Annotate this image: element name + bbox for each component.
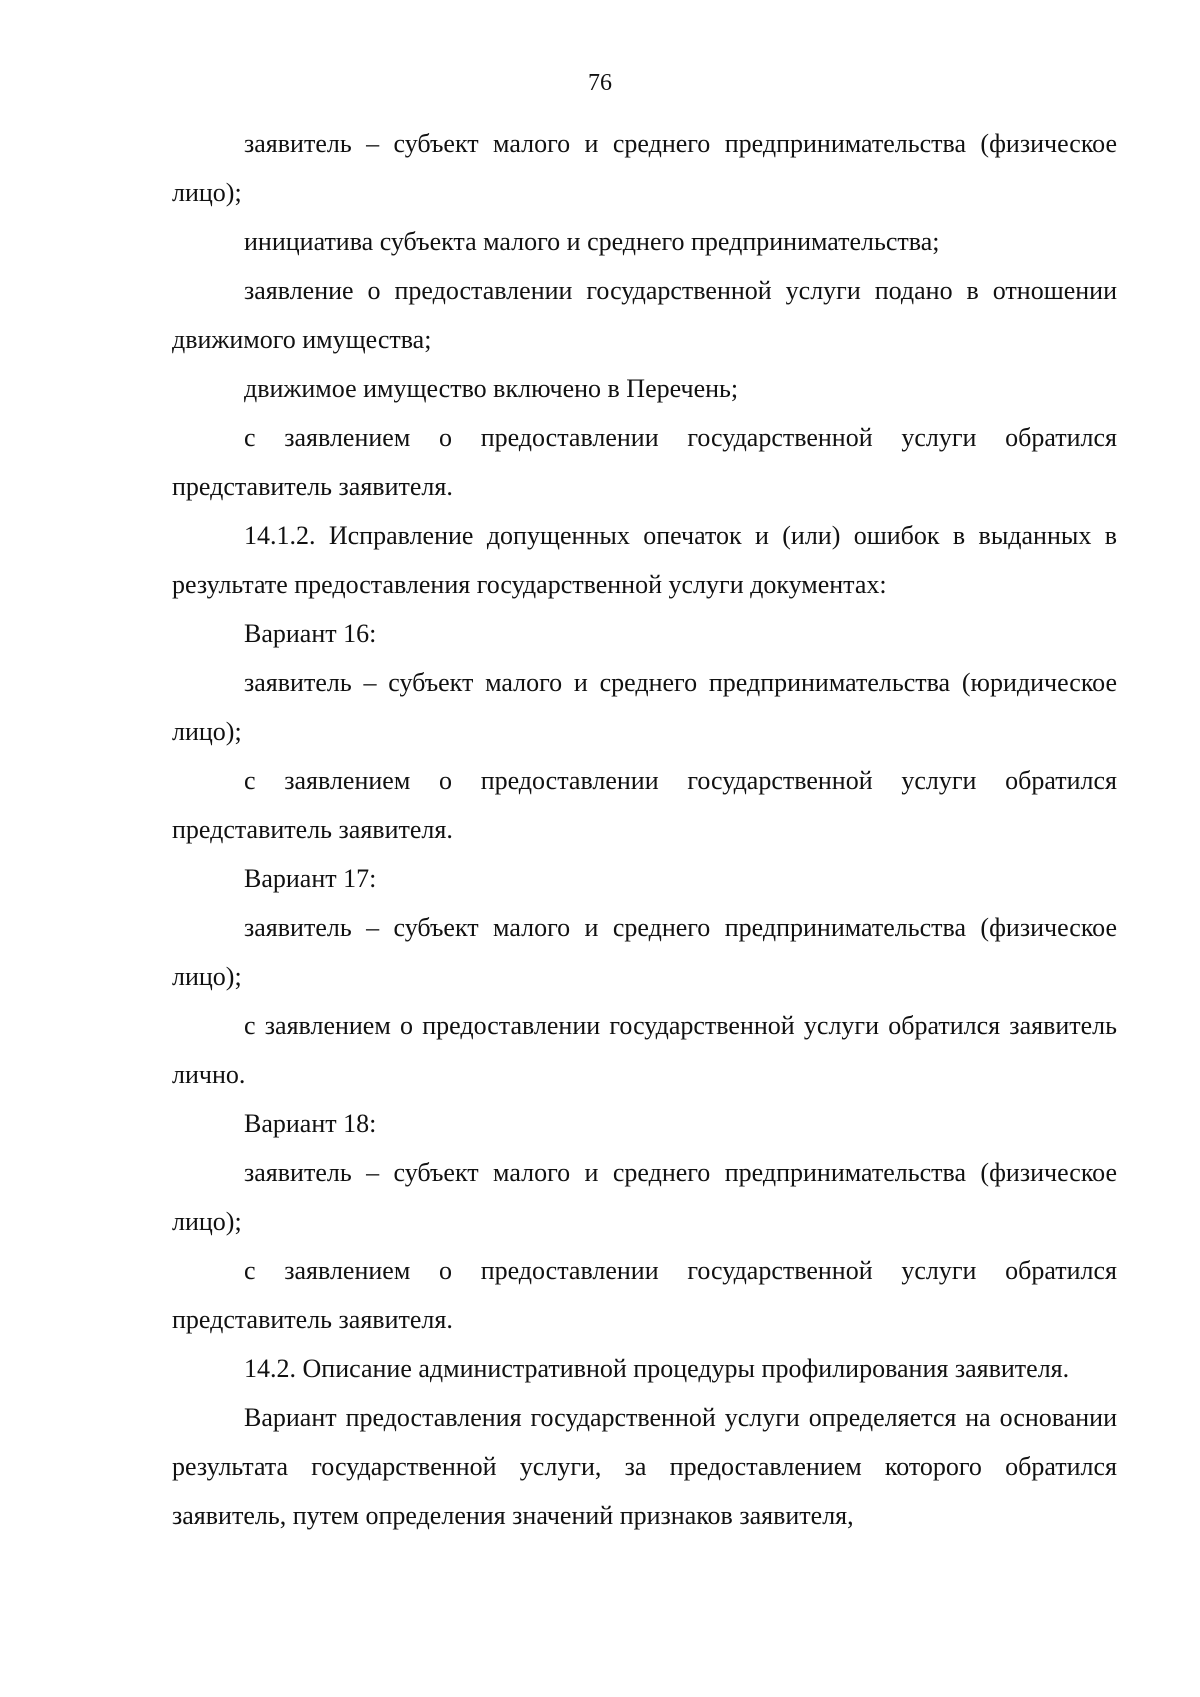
paragraph: движимое имущество включено в Перечень; [244, 374, 739, 403]
page-number: 76 [588, 70, 612, 96]
paragraph: Вариант предоставления государственной услуги определяется на основании результата государственной услуги, за предоставлением которого обратился заявитель, путем определения значений признаков заявителя, [172, 1403, 1117, 1530]
variant-heading-18: Вариант 18: [244, 1109, 377, 1138]
section-heading-14-2: 14.2. Описание административной процедуры профилирования заявителя. [244, 1354, 1070, 1383]
paragraph: заявитель – субъект малого и среднего предпринимательства (физическое лицо); [172, 1158, 1117, 1236]
paragraph: заявитель – субъект малого и среднего предпринимательства (физическое лицо); [172, 913, 1117, 991]
paragraph: инициатива субъекта малого и среднего предпринимательства; [244, 227, 940, 256]
variant-heading-16: Вариант 16: [244, 619, 377, 648]
paragraph: с заявлением о предоставлении государственной услуги обратился заявитель лично. [172, 1011, 1117, 1089]
paragraph: с заявлением о предоставлении государственной услуги обратился представитель заявителя. [172, 766, 1117, 844]
paragraph: заявитель – субъект малого и среднего предпринимательства (юридическое лицо); [172, 668, 1117, 746]
paragraph: с заявлением о предоставлении государственной услуги обратился представитель заявителя. [172, 423, 1117, 501]
body-text [172, 119, 1117, 1540]
variant-heading-17: Вариант 17: [244, 864, 377, 893]
paragraph: заявитель – субъект малого и среднего предпринимательства (физическое лицо); [172, 129, 1117, 207]
paragraph: заявление о предоставлении государственной услуги подано в отношении движимого имущества; [172, 276, 1117, 354]
paragraph: с заявлением о предоставлении государственной услуги обратился представитель заявителя. [172, 1256, 1117, 1334]
section-heading-14-1-2: 14.1.2. Исправление допущенных опечаток и (или) ошибок в выданных в результате предоставления государственной услуги документах: [172, 521, 1117, 599]
